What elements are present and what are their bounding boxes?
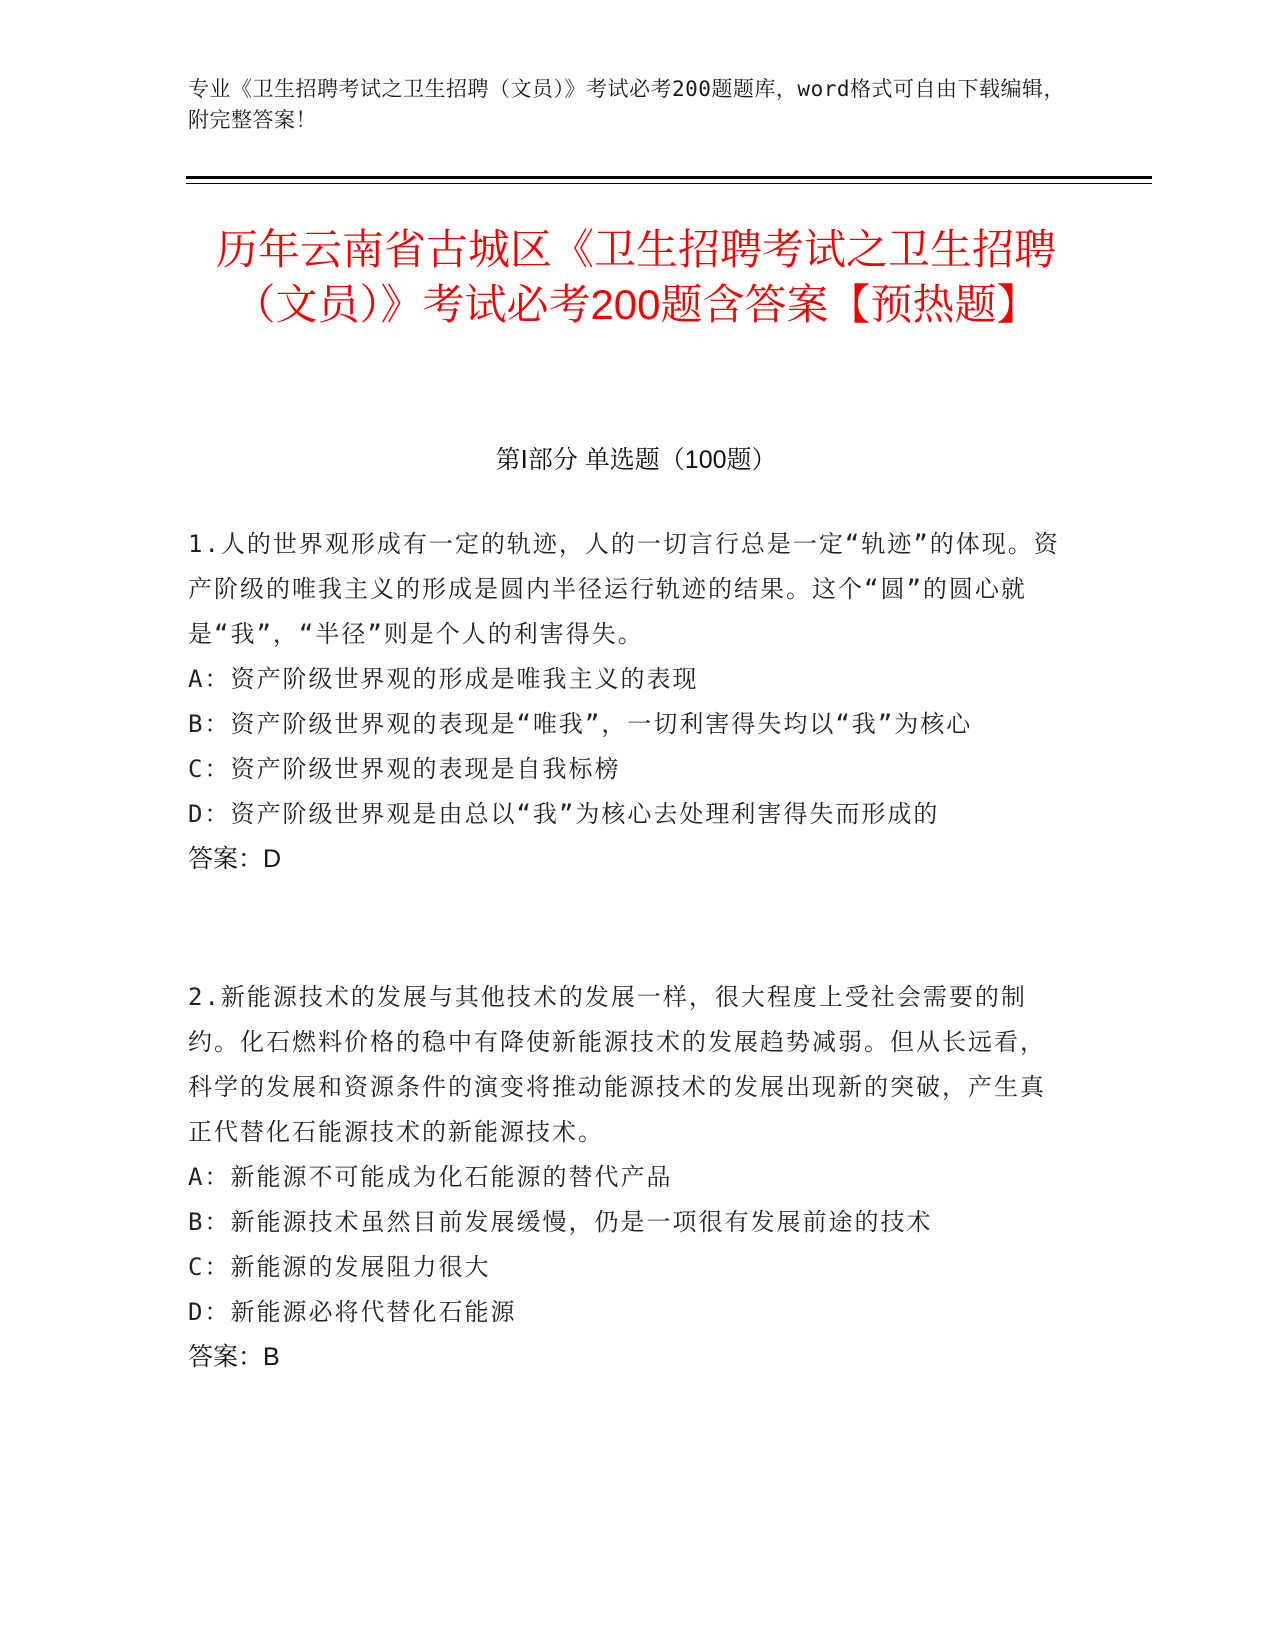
answer: 答案：B (188, 1343, 280, 1371)
header-rule-thin (186, 183, 1152, 184)
option-d: D：新能源必将代替化石能源 (188, 1298, 517, 1326)
header-note: 专业《卫生招聘考试之卫生招聘（文员）》考试必考200题题库，word格式可自由下载编辑，附完整答案！ (188, 77, 1065, 132)
question-stem: 2.新能源技术的发展与其他技术的发展一样，很大程度上受社会需要的制约。化石燃料价格的稳中有降使新能源技术的发展趋势减弱。但从长远看，科学的发展和资源条件的演变将推动能源技术的发展出现新的突破，产生真正代替化石能源技术的新能源技术。 (188, 983, 1046, 1146)
option-d: D：资产阶级世界观是由总以“我”为核心去处理利害得失而形成的 (188, 800, 940, 828)
question-2 (188, 975, 1068, 1380)
document-title: 历年云南省古城区《卫生招聘考试之卫生招聘（文员）》考试必考200题含答案【预热题】 (215, 226, 1056, 328)
option-a: A：资产阶级世界观的形成是唯我主义的表现 (188, 665, 699, 693)
header-rule-thick (186, 176, 1152, 179)
question-1 (188, 522, 1068, 882)
question-stem: 1.人的世界观形成有一定的轨迹，人的一切言行总是一定“轨迹”的体现。资产阶级的唯我主义的形成是圆内半径运行轨迹的结果。这个“圆”的圆心就是“我”，“半径”则是个人的利害得失。 (188, 530, 1060, 648)
option-b: B：资产阶级世界观的表现是“唯我”，一切利害得失均以“我”为核心 (188, 710, 973, 738)
section-heading: 第Ⅰ部分 单选题（100题） (495, 446, 777, 474)
answer: 答案：D (188, 845, 282, 873)
option-c: C：新能源的发展阻力很大 (188, 1253, 491, 1281)
option-a: A：新能源不可能成为化石能源的替代产品 (188, 1163, 673, 1191)
option-b: B：新能源技术虽然目前发展缓慢，仍是一项很有发展前途的技术 (188, 1208, 933, 1236)
option-c: C：资产阶级世界观的表现是自我标榜 (188, 755, 621, 783)
